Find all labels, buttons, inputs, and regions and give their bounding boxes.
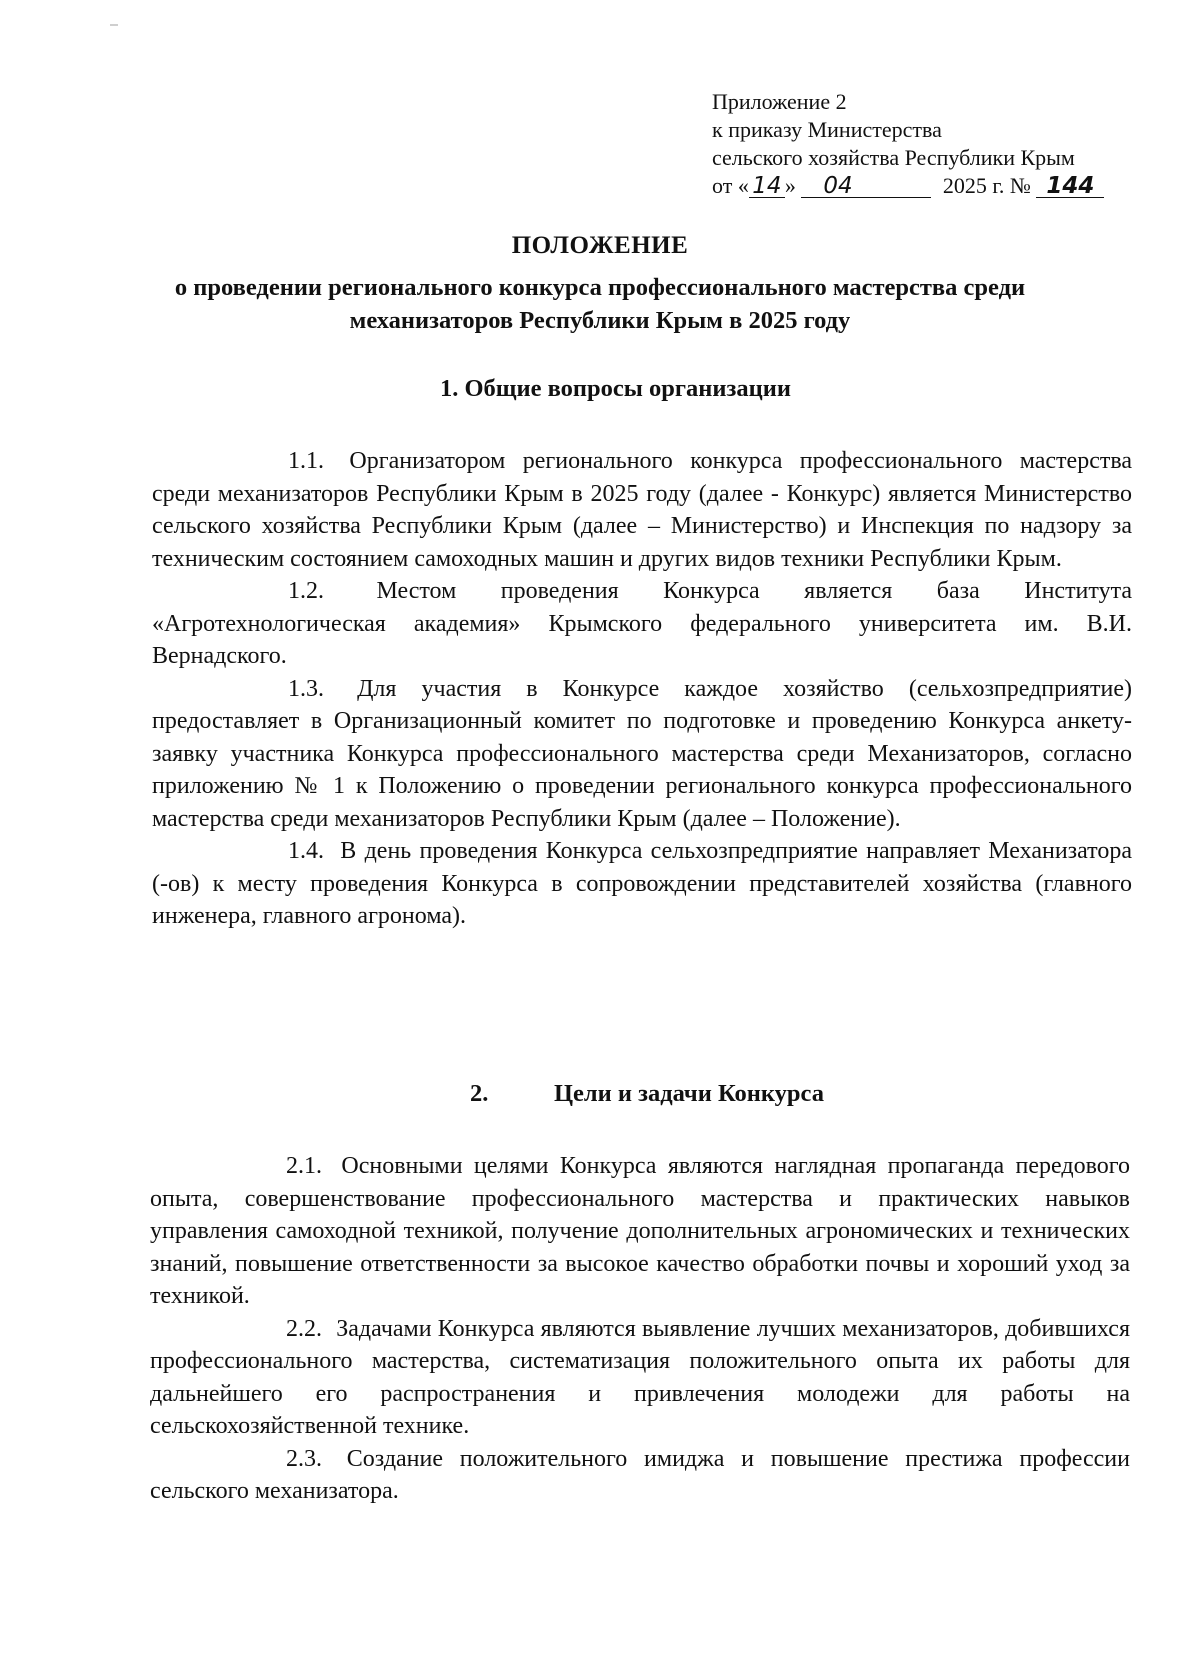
year-text: 2025 г. № — [942, 173, 1031, 198]
date-mid: » — [784, 173, 796, 198]
handwritten-order-number: 144 — [1036, 175, 1104, 198]
section-1-number: 1. — [440, 375, 459, 402]
document-title: ПОЛОЖЕНИЕ — [511, 232, 689, 259]
appendix-header — [712, 88, 1132, 200]
paragraph-number: 1.3. — [288, 675, 324, 702]
section-2-heading — [470, 1080, 824, 1108]
appendix-date-line — [712, 172, 1132, 200]
paragraph-2-2 — [150, 1313, 1130, 1443]
paragraph-number: 2.2. — [286, 1315, 322, 1342]
paragraph-number: 1.1. — [288, 448, 324, 474]
section-1-title: Общие вопросы организации — [464, 375, 791, 402]
paragraph-number: 2.1. — [286, 1153, 322, 1179]
paragraph-text: Организатором регионального конкурса профессионального мастерства среди механизаторов Республики Крым в 2025 году (далее - Конкурс) является Министерство сельского хозяйства Республики Крым (далее – Министерство) и Инспекция по надзору за техническим состоянием самоходных машин и других видов техники Республики Крым. — [152, 448, 1132, 572]
date-prefix: от « — [712, 173, 749, 198]
paragraph-1-1 — [152, 445, 1132, 575]
paragraph-2-1 — [150, 1150, 1130, 1313]
paragraph-text: Создание положительного имиджа и повышение престижа профессии сельского механизатора. — [150, 1445, 1130, 1504]
paragraph-1-4 — [152, 835, 1132, 933]
section-1-body — [152, 445, 1132, 933]
section-2-body — [150, 1150, 1130, 1508]
appendix-line-3: сельского хозяйства Республики Крым — [712, 145, 1075, 170]
paragraph-number: 1.2. — [288, 578, 324, 604]
appendix-line-2: к приказу Министерства — [712, 117, 942, 142]
paragraph-2-3 — [150, 1443, 1130, 1508]
paragraph-1-3 — [152, 673, 1132, 836]
handwritten-day: 14 — [749, 175, 785, 198]
paragraph-number: 2.3. — [286, 1445, 322, 1472]
section-1-heading — [440, 375, 791, 403]
paragraph-text: Для участия в Конкурсе каждое хозяйство (сельхозпредприятие) предоставляет в Организационный комитет по подготовке и проведению Конкурса анкету-заявку участника Конкурса профессионального мастерства среди Механизаторов, согласно приложению № 1 к Положению о проведении регионального конкурса профессионального мастерства среди механизаторов Республики Крым (далее – Положение). — [152, 675, 1133, 832]
paragraph-text: В день проведения Конкурса сельхозпредприятие направляет Механизатора (-ов) к месту проведения Конкурса в сопровождении представителей хозяйства (главного инженера, главного агронома). — [152, 838, 1133, 929]
section-2-number: 2. — [470, 1080, 489, 1107]
paragraph-text: Основными целями Конкурса являются наглядная пропаганда передового опыта, совершенствование профессионального мастерства и практических навыков управления самоходной техникой, получение дополнительных агрономических и технических знаний, повышение ответственности за высокое качество обработки почвы и хороший уход за техникой. — [150, 1153, 1130, 1309]
paragraph-number: 1.4. — [288, 838, 324, 864]
document-subtitle: о проведении регионального конкурса профессионального мастерства среди механизаторов Республики Крым в 2025 году — [174, 274, 1026, 334]
handwritten-month: 04 — [801, 175, 931, 198]
appendix-line-1: Приложение 2 — [712, 89, 847, 114]
paragraph-1-2 — [152, 575, 1132, 673]
paragraph-text: Местом проведения Конкурса является база Института «Агротехнологическая академия» Крымского федерального университета им. В.И. Вернадского. — [152, 578, 1132, 669]
paragraph-text: Задачами Конкурса являются выявление лучших механизаторов, добившихся профессионального мастерства, систематизация положительного опыта их работы для дальнейшего его распространения и привлечения молодежи для работы на сельскохозяйственной технике. — [150, 1315, 1130, 1439]
scan-mark — [110, 24, 118, 26]
section-2-title: Цели и задачи Конкурса — [554, 1080, 824, 1107]
